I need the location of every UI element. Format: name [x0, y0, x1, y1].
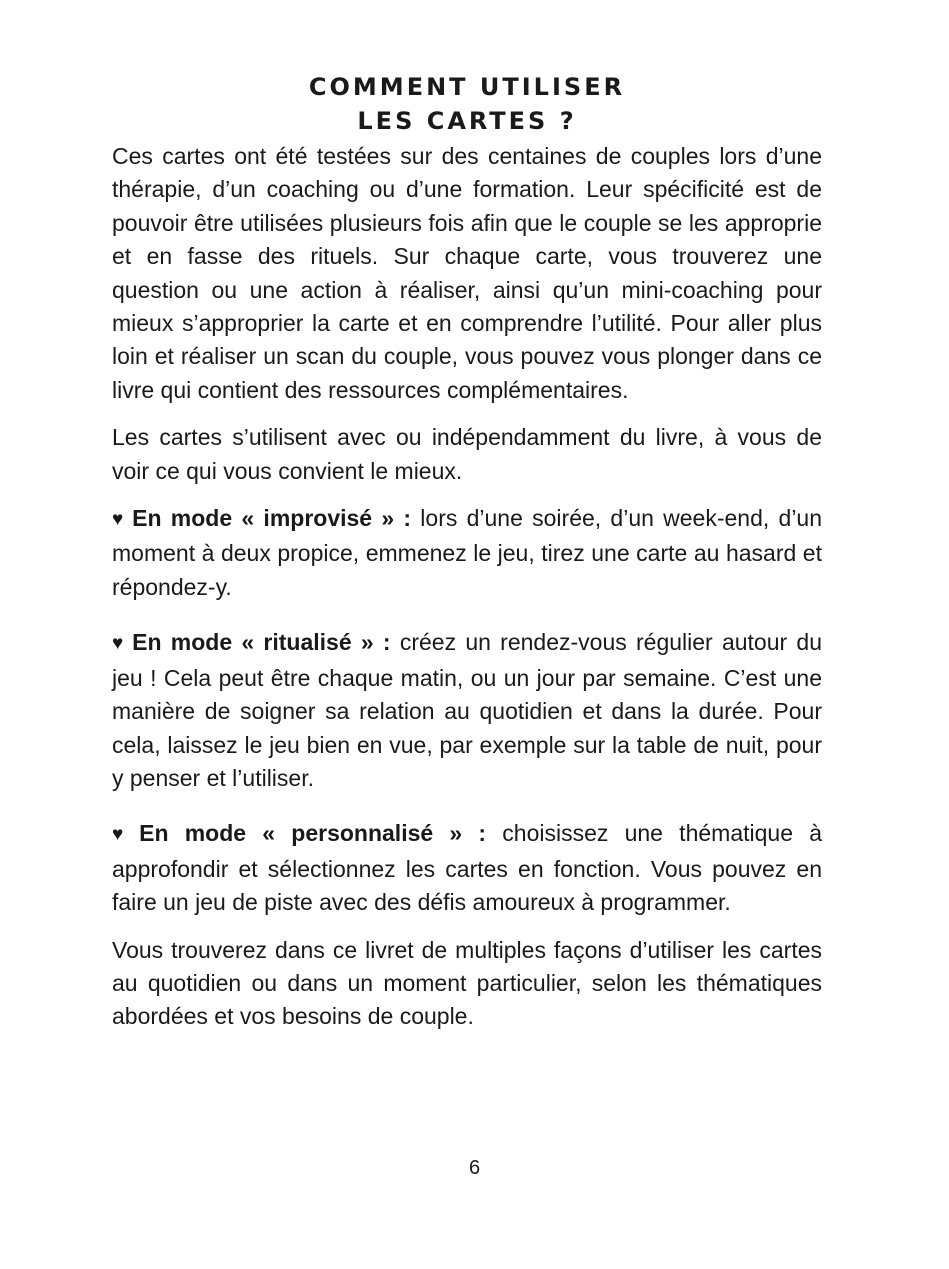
mode-ritualise-paragraph [112, 626, 822, 795]
intro-paragraph: Ces cartes ont été testées sur des centaines de couples lors d’une thérapie, d’un coaching ou d’une formation. Leur spécificité est de pouvoir être utilisées plusieurs fois afin que le couple se les approprie et en fasse des rituels. Sur chaque carte, vous trouverez une question ou une action à réaliser, ainsi qu’un mini-coaching pour mieux s’approprier la carte et en comprendre l’utilité. Pour aller plus loin et réaliser un scan du couple, vous pouvez vous plonger dans ce livre qui contient des ressources complémentaires. [112, 143, 822, 403]
heart-icon: ♥ [112, 633, 127, 655]
mode-personnalise-paragraph [112, 817, 822, 919]
heart-icon: ♥ [112, 509, 127, 531]
closing-paragraph: Vous trouverez dans ce livret de multiples façons d’utiliser les cartes au quotidien ou dans un moment particulier, selon les thématiques abordées et vos besoins de couple. [112, 936, 822, 1030]
page-number: 6 [468, 1157, 481, 1179]
mode-label: En mode « improvisé » : [132, 505, 412, 532]
page-title [112, 70, 822, 138]
heart-icon: ♥ [112, 824, 134, 846]
title-line-1: COMMENT UTILISER [308, 73, 626, 101]
mode-improvise-paragraph [112, 502, 822, 604]
title-line-2: LES CARTES ? [357, 107, 577, 135]
usage-paragraph: Les cartes s’utilisent avec ou indépendamment du livre, à vous de voir ce qui vous convient le mieux. [112, 424, 822, 484]
page-content [112, 70, 822, 1034]
mode-label: En mode « personnalisé » : [139, 820, 487, 847]
mode-text: choisissez une thématique à approfondir et sélectionnez les cartes en fonction. Vous pouvez en faire un jeu de piste avec des défis amoureux à programmer. [112, 820, 822, 916]
mode-label: En mode « ritualisé » : [132, 629, 391, 656]
mode-text: créez un rendez-vous régulier autour du jeu ! Cela peut être chaque matin, ou un jour par semaine. C’est une manière de soigner sa relation au quotidien et dans la durée. Pour cela, laissez le jeu bien en vue, par exemple sur la table de nuit, pour y penser et l’utiliser. [112, 629, 822, 791]
mode-text: lors d’une soirée, d’un week-end, d’un moment à deux propice, emmenez le jeu, tirez une carte au hasard et répondez-y. [112, 505, 823, 600]
